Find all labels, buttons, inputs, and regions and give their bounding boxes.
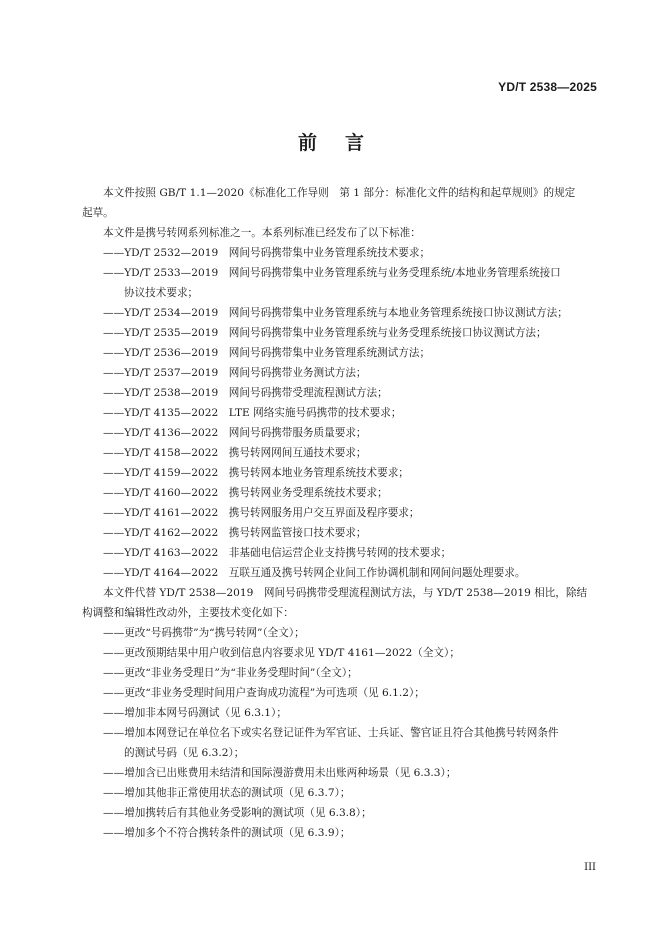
document-number: YD/T 2538—2025 [498, 80, 597, 94]
list-item: ——YD/T 4161—2022 携号转网服务用户交互界面及程序要求； [103, 507, 420, 519]
list-item: ——YD/T 2536—2019 网间号码携带集中业务管理系统测试方法； [103, 347, 431, 359]
page-title: 前言 [297, 132, 392, 154]
list-item: ——YD/T 4162—2022 携号转网监管接口技术要求； [103, 527, 367, 539]
list-item: ——更改“非业务受理日”为“非业务受理时间”（全文）； [103, 667, 358, 679]
list-item: ——YD/T 4159—2022 携号转网本地业务管理系统技术要求； [103, 467, 409, 479]
list-item: ——YD/T 2532—2019 网间号码携带集中业务管理系统技术要求； [103, 247, 431, 259]
list-item: ——YD/T 4136—2022 网间号码携带服务质量要求； [103, 427, 367, 439]
list-item: ——更改“号码携带”为“携号转网”（全文）； [103, 627, 305, 639]
list-item: ——YD/T 4158—2022 携号转网网间互通技术要求； [103, 447, 367, 459]
list-item-continuation: 协议技术要求； [124, 287, 199, 299]
list-item: ——更改“非业务受理时间用户查询成功流程”为可选项（见 6.1.2）； [103, 687, 425, 699]
list-item: ——YD/T 2533—2019 网间号码携带集中业务管理系统与业务受理系统/本地业务管理系统接口 [103, 267, 561, 279]
list-item: ——增加多个不符合携转条件的测试项（见 6.3.9）； [103, 827, 351, 839]
list-item: ——YD/T 2538—2019 网间号码携带受理流程测试方法； [103, 387, 388, 399]
intro-paragraph-line: 本文件按照 GB/T 1.1—2020《标准化工作导则 第 1 部分：标准化文件的结构和起草规则》的规定 [103, 187, 576, 199]
list-item: ——YD/T 4164—2022 互联互通及携号转网企业间工作协调机制和网间问题处理要求。 [103, 567, 526, 579]
foreword-body [82, 183, 598, 843]
list-item: ——更改预期结果中用户收到信息内容要求见 YD/T 4161—2022（全文）； [103, 647, 460, 659]
series-intro: 本文件是携号转网系列标准之一。本系列标准已经发布了以下标准： [103, 227, 421, 239]
list-item: ——YD/T 4163—2022 非基础电信运营企业支持携号转网的技术要求； [103, 547, 452, 559]
list-item: ——增加其他非正常使用状态的测试项（见 6.3.7）； [103, 787, 351, 799]
list-item: ——YD/T 2537—2019 网间号码携带业务测试方法； [103, 367, 367, 379]
list-item-continuation: 的测试号码（见 6.3.2）； [124, 747, 245, 759]
list-item: ——YD/T 2534—2019 网间号码携带集中业务管理系统与本地业务管理系统接口协议测试方法； [103, 307, 568, 319]
intro-paragraph-line: 起草。 [82, 207, 114, 219]
page-number: III [584, 862, 596, 873]
list-item: ——增加携转后有其他业务受影响的测试项（见 6.3.8）； [103, 807, 372, 819]
replace-paragraph-line: 构调整和编辑性改动外，主要技术变化如下： [82, 607, 294, 619]
changes-list [82, 623, 598, 843]
list-item: ——YD/T 4160—2022 携号转网业务受理系统技术要求； [103, 487, 388, 499]
list-item: ——YD/T 4135—2022 LTE 网络实施号码携带的技术要求； [103, 407, 402, 419]
list-item: ——增加本网登记在单位名下或实名登记证件为军官证、士兵证、警官证且符合其他携号转网条件 [103, 727, 559, 739]
list-item: ——增加含已出账费用未结清和国际漫游费用未出账两种场景（见 6.3.3）； [103, 767, 457, 779]
standards-list [82, 243, 598, 583]
list-item: ——YD/T 2535—2019 网间号码携带集中业务管理系统与业务受理系统接口协议测试方法； [103, 327, 547, 339]
replace-paragraph-line: 本文件代替 YD/T 2538—2019 网间号码携带受理流程测试方法，与 YD/T 2538—2019 相比，除结 [103, 587, 588, 599]
list-item: ——增加非本网号码测试（见 6.3.1）； [103, 707, 287, 719]
